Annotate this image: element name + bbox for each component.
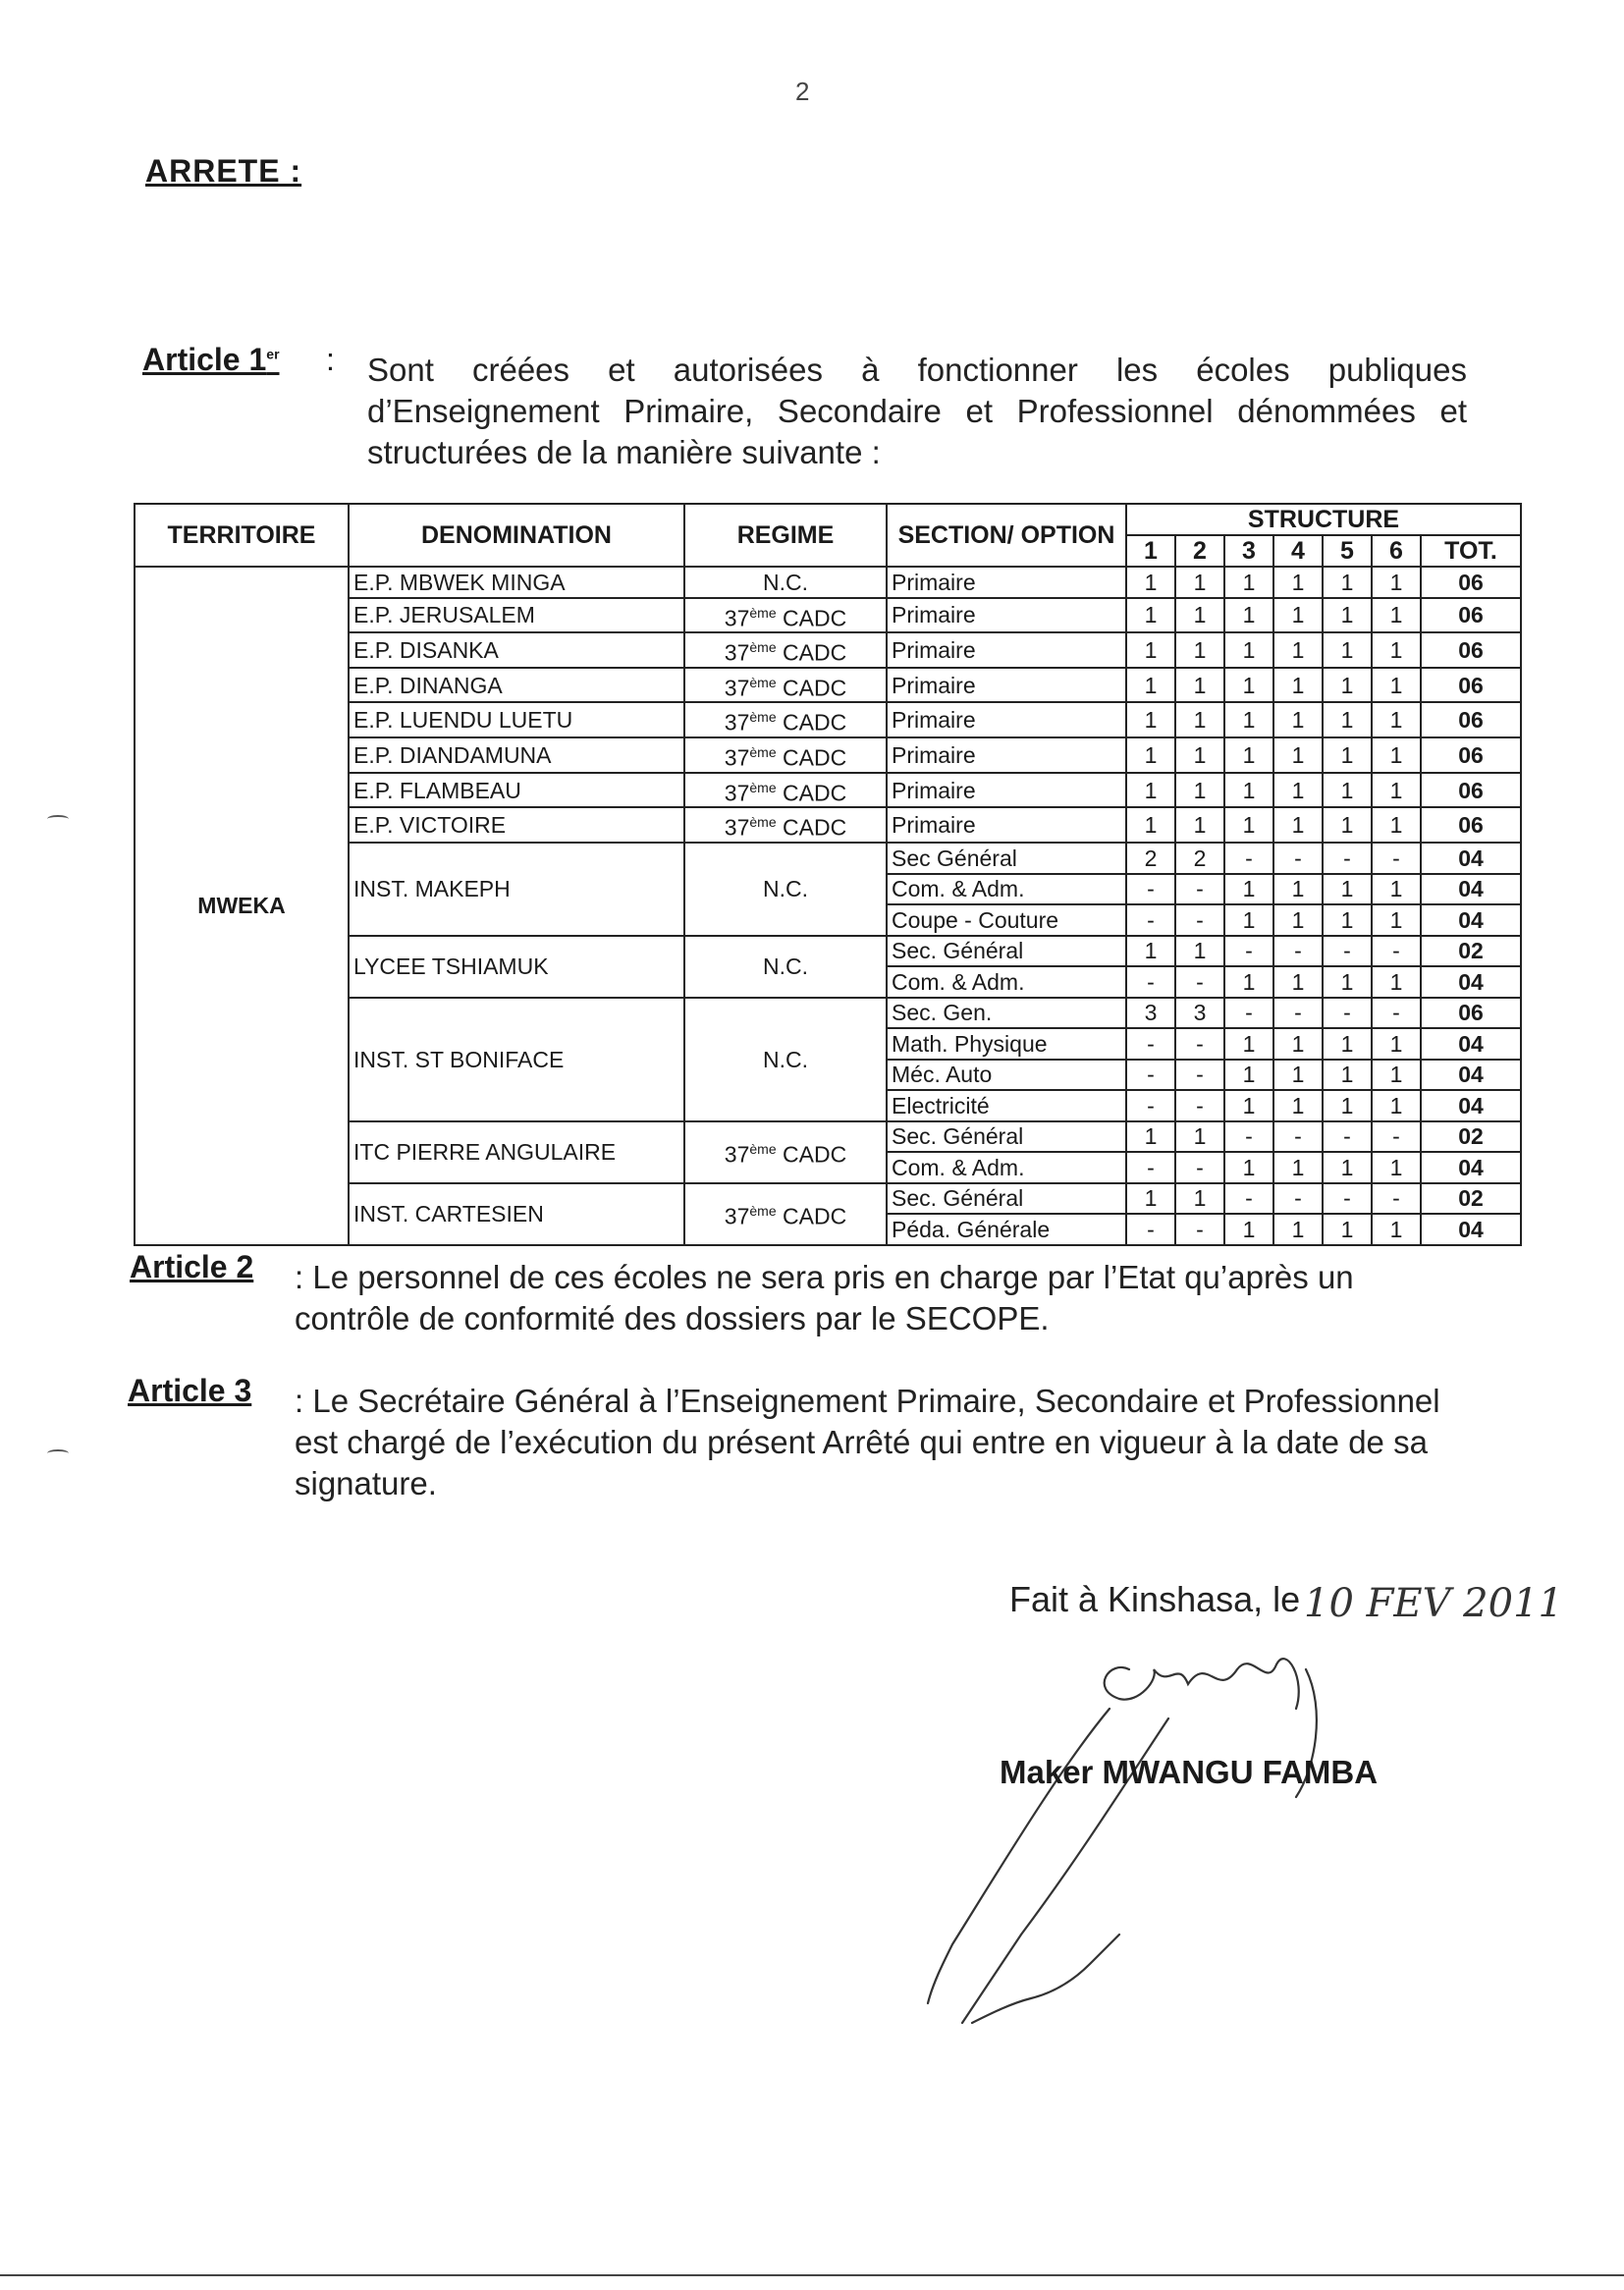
structure-cell: 1 (1372, 1060, 1421, 1091)
structure-cell: - (1126, 1060, 1175, 1091)
structure-cell: - (1323, 1121, 1372, 1153)
denomination-cell: E.P. JERUSALEM (349, 598, 684, 633)
section-cell: Math. Physique (887, 1028, 1126, 1060)
structure-cell: 1 (1224, 1214, 1273, 1245)
structure-cell: 1 (1273, 773, 1323, 808)
structure-cell: 1 (1175, 668, 1224, 703)
margin-mark (47, 1449, 69, 1457)
structure-cell: 1 (1273, 632, 1323, 668)
structure-cell: 1 (1126, 668, 1175, 703)
denomination-cell: E.P. FLAMBEAU (349, 773, 684, 808)
denomination-cell: E.P. LUENDU LUETU (349, 702, 684, 737)
regime-cell: N.C. (684, 998, 887, 1121)
structure-cell: 1 (1372, 1028, 1421, 1060)
structure-cell: 1 (1224, 668, 1273, 703)
structure-cell: 1 (1175, 567, 1224, 598)
structure-cell: 1 (1126, 567, 1175, 598)
structure-cell: 1 (1224, 1060, 1273, 1091)
structure-cell: - (1323, 998, 1372, 1029)
table-row (135, 567, 1521, 598)
section-cell: Péda. Générale (887, 1214, 1126, 1245)
article-1-colon: : (326, 342, 335, 377)
structure-cell: - (1224, 936, 1273, 967)
regime-cell: 37ème CADC (684, 737, 887, 773)
denomination-cell: INST. CARTESIEN (349, 1183, 684, 1245)
structure-cell: - (1224, 998, 1273, 1029)
structure-cell: 1 (1372, 1090, 1421, 1121)
handwritten-signature (913, 1650, 1424, 2062)
total-cell: 04 (1421, 1090, 1521, 1121)
section-cell: Com. & Adm. (887, 874, 1126, 905)
structure-cell: 2 (1126, 843, 1175, 874)
denomination-cell: E.P. MBWEK MINGA (349, 567, 684, 598)
section-cell: Méc. Auto (887, 1060, 1126, 1091)
structure-cell: 1 (1372, 737, 1421, 773)
structure-cell: 1 (1323, 773, 1372, 808)
structure-cell: - (1273, 998, 1323, 1029)
section-cell: Primaire (887, 567, 1126, 598)
structure-cell: 1 (1224, 737, 1273, 773)
structure-cell: - (1175, 1060, 1224, 1091)
article-1-label (142, 342, 280, 378)
structure-cell: 1 (1372, 632, 1421, 668)
section-cell: Com. & Adm. (887, 1152, 1126, 1183)
header-section-option: SECTION/ OPTION (887, 504, 1126, 567)
section-cell: Sec. Gen. (887, 998, 1126, 1029)
structure-cell: 1 (1126, 737, 1175, 773)
section-cell: Coupe - Couture (887, 904, 1126, 936)
structure-cell: 1 (1273, 598, 1323, 633)
structure-cell: - (1126, 874, 1175, 905)
section-cell: Sec. Général (887, 1121, 1126, 1153)
structure-cell: - (1175, 966, 1224, 998)
structure-cell: 1 (1224, 966, 1273, 998)
regime-cell: N.C. (684, 843, 887, 936)
section-cell: Primaire (887, 807, 1126, 843)
structure-cell: - (1273, 1183, 1323, 1215)
total-cell: 04 (1421, 904, 1521, 936)
header-regime: REGIME (684, 504, 887, 567)
structure-cell: - (1175, 1090, 1224, 1121)
article-3-label: Article 3 (128, 1373, 252, 1408)
structure-cell: 1 (1372, 668, 1421, 703)
structure-cell: 1 (1273, 1060, 1323, 1091)
structure-cell: 1 (1323, 1060, 1372, 1091)
structure-cell: 1 (1224, 904, 1273, 936)
structure-cell: 1 (1273, 1090, 1323, 1121)
territoire-cell: MWEKA (135, 567, 349, 1245)
structure-cell: 1 (1224, 702, 1273, 737)
structure-cell: 1 (1224, 773, 1273, 808)
section-cell: Primaire (887, 598, 1126, 633)
structure-cell: - (1273, 1121, 1323, 1153)
section-cell: Primaire (887, 737, 1126, 773)
structure-cell: 2 (1175, 843, 1224, 874)
section-cell: Sec Général (887, 843, 1126, 874)
structure-cell: 1 (1323, 904, 1372, 936)
structure-cell: 3 (1126, 998, 1175, 1029)
total-cell: 04 (1421, 874, 1521, 905)
structure-cell: 1 (1224, 1090, 1273, 1121)
structure-cell: - (1224, 1183, 1273, 1215)
structure-cell: - (1224, 1121, 1273, 1153)
structure-cell: 1 (1126, 632, 1175, 668)
margin-mark (47, 815, 69, 823)
structure-cell: - (1175, 904, 1224, 936)
structure-cell: 1 (1175, 1183, 1224, 1215)
header-col-2: 2 (1175, 535, 1224, 567)
structure-cell: 1 (1372, 874, 1421, 905)
denomination-cell: E.P. DINANGA (349, 668, 684, 703)
structure-cell: - (1175, 874, 1224, 905)
total-cell: 04 (1421, 1028, 1521, 1060)
section-cell: Electricité (887, 1090, 1126, 1121)
total-cell: 04 (1421, 1214, 1521, 1245)
structure-cell: 1 (1372, 807, 1421, 843)
structure-cell: 1 (1175, 598, 1224, 633)
structure-cell: - (1372, 936, 1421, 967)
structure-cell: 1 (1273, 1028, 1323, 1060)
structure-cell: - (1372, 998, 1421, 1029)
structure-cell: - (1126, 1090, 1175, 1121)
structure-cell: 1 (1175, 632, 1224, 668)
structure-cell: 1 (1126, 702, 1175, 737)
structure-cell: - (1372, 1183, 1421, 1215)
structure-cell: - (1175, 1028, 1224, 1060)
structure-cell: 1 (1323, 598, 1372, 633)
structure-cell: - (1224, 843, 1273, 874)
structure-cell: 1 (1323, 966, 1372, 998)
header-col-1: 1 (1126, 535, 1175, 567)
structure-cell: 1 (1323, 737, 1372, 773)
structure-cell: 1 (1224, 632, 1273, 668)
structure-cell: 1 (1372, 1152, 1421, 1183)
total-cell: 06 (1421, 567, 1521, 598)
regime-cell: N.C. (684, 936, 887, 998)
total-cell: 02 (1421, 1183, 1521, 1215)
total-cell: 06 (1421, 598, 1521, 633)
section-cell: Primaire (887, 668, 1126, 703)
structure-cell: 1 (1273, 1152, 1323, 1183)
regime-cell: 37ème CADC (684, 668, 887, 703)
structure-cell: 3 (1175, 998, 1224, 1029)
structure-cell: 1 (1175, 773, 1224, 808)
structure-cell: 1 (1323, 1090, 1372, 1121)
total-cell: 02 (1421, 936, 1521, 967)
structure-cell: 1 (1224, 807, 1273, 843)
structure-cell: 1 (1273, 668, 1323, 703)
structure-cell: 1 (1126, 598, 1175, 633)
structure-cell: 1 (1273, 1214, 1323, 1245)
structure-cell: 1 (1323, 702, 1372, 737)
structure-cell: 1 (1273, 807, 1323, 843)
header-structure: STRUCTURE (1126, 504, 1521, 535)
structure-cell: 1 (1273, 904, 1323, 936)
structure-cell: 1 (1273, 874, 1323, 905)
total-cell: 06 (1421, 632, 1521, 668)
page-number: 2 (795, 77, 810, 106)
structure-cell: 1 (1224, 598, 1273, 633)
place-date-text: Fait à Kinshasa, le (1009, 1579, 1301, 1619)
total-cell: 04 (1421, 843, 1521, 874)
structure-cell: - (1323, 1183, 1372, 1215)
structure-cell: 1 (1273, 966, 1323, 998)
structure-cell: 1 (1126, 936, 1175, 967)
article-2-text: : Le personnel de ces écoles ne sera pris en charge par l’Etat qu’après un contrôle de conformité des dossiers par le SECOPE. (295, 1259, 1354, 1336)
structure-cell: 1 (1323, 1152, 1372, 1183)
structure-cell: 1 (1273, 737, 1323, 773)
total-cell: 06 (1421, 998, 1521, 1029)
decree-heading: ARRETE : (145, 153, 302, 189)
structure-cell: - (1126, 966, 1175, 998)
section-cell: Primaire (887, 773, 1126, 808)
total-cell: 02 (1421, 1121, 1521, 1153)
total-cell: 06 (1421, 668, 1521, 703)
schools-structure-table (134, 503, 1522, 1246)
regime-cell: 37ème CADC (684, 773, 887, 808)
section-cell: Com. & Adm. (887, 966, 1126, 998)
structure-cell: 1 (1175, 936, 1224, 967)
total-cell: 04 (1421, 1152, 1521, 1183)
structure-cell: - (1126, 904, 1175, 936)
structure-cell: 1 (1175, 807, 1224, 843)
total-cell: 06 (1421, 737, 1521, 773)
regime-cell: N.C. (684, 567, 887, 598)
structure-cell: 1 (1224, 1152, 1273, 1183)
article-2-label: Article 2 (130, 1249, 254, 1284)
header-territoire: TERRITOIRE (135, 504, 349, 567)
structure-cell: 1 (1372, 966, 1421, 998)
structure-cell: 1 (1126, 1183, 1175, 1215)
regime-cell: 37ème CADC (684, 598, 887, 633)
structure-cell: 1 (1372, 904, 1421, 936)
regime-cell: 37ème CADC (684, 1121, 887, 1183)
structure-cell: 1 (1224, 1028, 1273, 1060)
article-1-label-text: Article 1er (142, 342, 280, 377)
denomination-cell: E.P. VICTOIRE (349, 807, 684, 843)
structure-cell: 1 (1126, 807, 1175, 843)
structure-cell: 1 (1224, 874, 1273, 905)
structure-cell: - (1126, 1214, 1175, 1245)
structure-cell: 1 (1323, 807, 1372, 843)
article-3-text: : Le Secrétaire Général à l’Enseignement Primaire, Secondaire et Professionnel est chargé de l’exécution du présent Arrêté qui entre en vigueur à la date de sa signature. (295, 1383, 1440, 1501)
section-cell: Sec. Général (887, 936, 1126, 967)
structure-cell: 1 (1273, 702, 1323, 737)
structure-cell: 1 (1273, 567, 1323, 598)
header-col-3: 3 (1224, 535, 1273, 567)
structure-cell: 1 (1372, 567, 1421, 598)
denomination-cell: ITC PIERRE ANGULAIRE (349, 1121, 684, 1183)
section-cell: Primaire (887, 632, 1126, 668)
structure-cell: - (1175, 1214, 1224, 1245)
structure-cell: 1 (1372, 702, 1421, 737)
structure-cell: - (1372, 843, 1421, 874)
structure-cell: 1 (1126, 773, 1175, 808)
page-bottom-rule (0, 2274, 1624, 2276)
structure-cell: 1 (1323, 874, 1372, 905)
denomination-cell: INST. ST BONIFACE (349, 998, 684, 1121)
structure-cell: - (1323, 936, 1372, 967)
denomination-cell: E.P. DIANDAMUNA (349, 737, 684, 773)
structure-cell: 1 (1126, 1121, 1175, 1153)
header-col-6: 6 (1372, 535, 1421, 567)
total-cell: 04 (1421, 966, 1521, 998)
header-col-total: TOT. (1421, 535, 1521, 567)
total-cell: 06 (1421, 702, 1521, 737)
structure-cell: - (1273, 936, 1323, 967)
structure-cell: 1 (1323, 1214, 1372, 1245)
structure-cell: 1 (1323, 632, 1372, 668)
structure-cell: 1 (1175, 737, 1224, 773)
header-col-4: 4 (1273, 535, 1323, 567)
signatory-name: Maker MWANGU FAMBA (1000, 1754, 1379, 1790)
denomination-cell: E.P. DISANKA (349, 632, 684, 668)
structure-cell: 1 (1175, 1121, 1224, 1153)
denomination-cell: INST. MAKEPH (349, 843, 684, 936)
denomination-cell: LYCEE TSHIAMUK (349, 936, 684, 998)
total-cell: 04 (1421, 1060, 1521, 1091)
structure-cell: 1 (1372, 1214, 1421, 1245)
structure-cell: - (1323, 843, 1372, 874)
regime-cell: 37ème CADC (684, 702, 887, 737)
total-cell: 06 (1421, 773, 1521, 808)
structure-cell: - (1372, 1121, 1421, 1153)
structure-cell: 1 (1175, 702, 1224, 737)
structure-cell: 1 (1323, 1028, 1372, 1060)
structure-cell: 1 (1372, 598, 1421, 633)
header-denomination: DENOMINATION (349, 504, 684, 567)
structure-cell: - (1273, 843, 1323, 874)
structure-cell: 1 (1372, 773, 1421, 808)
regime-cell: 37ème CADC (684, 807, 887, 843)
handwritten-date: 10 FEV 2011 (1304, 1581, 1563, 1626)
total-cell: 06 (1421, 807, 1521, 843)
structure-cell: - (1175, 1152, 1224, 1183)
structure-cell: 1 (1224, 567, 1273, 598)
section-cell: Primaire (887, 702, 1126, 737)
regime-cell: 37ème CADC (684, 632, 887, 668)
structure-cell: - (1126, 1152, 1175, 1183)
structure-cell: - (1126, 1028, 1175, 1060)
regime-cell: 37ème CADC (684, 1183, 887, 1245)
section-cell: Sec. Général (887, 1183, 1126, 1215)
header-col-5: 5 (1323, 535, 1372, 567)
structure-cell: 1 (1323, 567, 1372, 598)
article-1-text: Sont créées et autorisées à fonctionner les écoles publiques d’Enseignement Primaire, Secondaire et Professionnel dénommées et structurées de la manière suivante : (367, 352, 1467, 470)
structure-cell: 1 (1323, 668, 1372, 703)
